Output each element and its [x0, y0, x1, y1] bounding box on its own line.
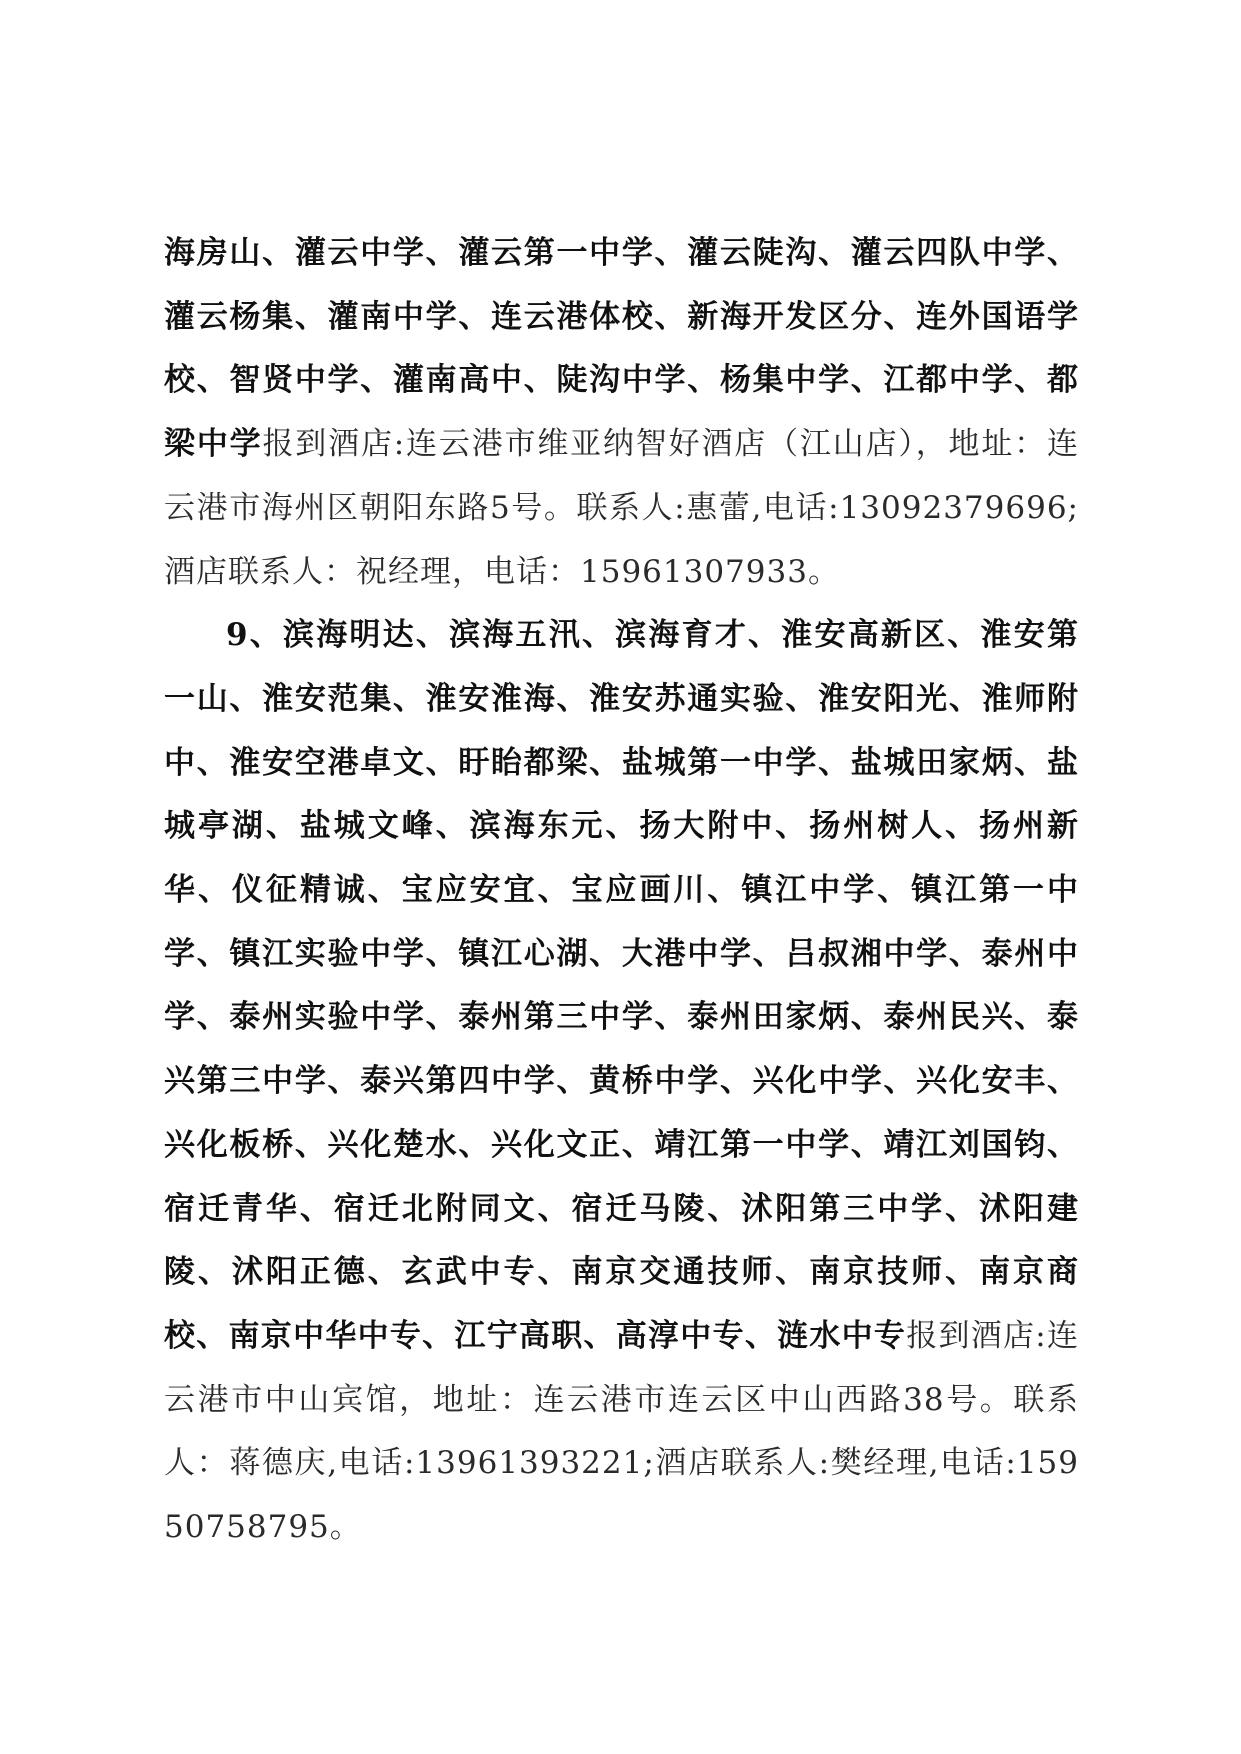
hotel-info: 报到酒店:连云港市中山宾馆，地址：连云港市连云区中山西路38号。联系人：蒋德庆,电话:13961393221;酒店联系人:樊经理,电话:15950758795。 — [164, 1317, 1079, 1546]
hotel-info: 报到酒店:连云港市维亚纳智好酒店（江山店），地址：连云港市海州区朝阳东路5号。联系人:惠蕾,电话:13092379696;酒店联系人：祝经理，电话：15961307933。 — [164, 426, 1080, 590]
school-list: 9、滨海明达、滨海五汛、滨海育才、淮安高新区、淮安第一山、淮安范集、淮安淮海、淮安苏通实验、淮安阳光、淮师附中、淮安空港卓文、盱眙都梁、盐城第一中学、盐城田家炳、盐城亭湖、盐城文峰、滨海东元、扬大附中、扬州树人、扬州新华、仪征精诚、宝应安宜、宝应画川、镇江中学、镇江第一中学、镇江实验中学、镇江心湖、大港中学、吕叔湘中学、泰州中学、泰州实验中学、泰州第三中学、泰州田家炳、泰州民兴、泰兴第三中学、泰兴第四中学、黄桥中学、兴化中学、兴化安丰、兴化板桥、兴化楚水、兴化文正、靖江第一中学、靖江刘国钧、宿迁青华、宿迁北附同文、宿迁马陵、沭阳第三中学、沭阳建陵、沭阳正德、玄武中专、南京交通技师、南京技师、南京商校、南京中华中专、江宁高职、高淳中专、涟水中专 — [164, 617, 1079, 1354]
document-body — [164, 222, 1079, 1560]
paragraph-group-9 — [164, 604, 1079, 1560]
paragraph-group-8-continued — [164, 222, 1079, 604]
school-list: 海房山、灌云中学、灌云第一中学、灌云陡沟、灌云四队中学、灌云杨集、灌南中学、连云港体校、新海开发区分、连外国语学校、智贤中学、灌南高中、陡沟中学、杨集中学、江都中学、都梁中学 — [164, 235, 1079, 463]
